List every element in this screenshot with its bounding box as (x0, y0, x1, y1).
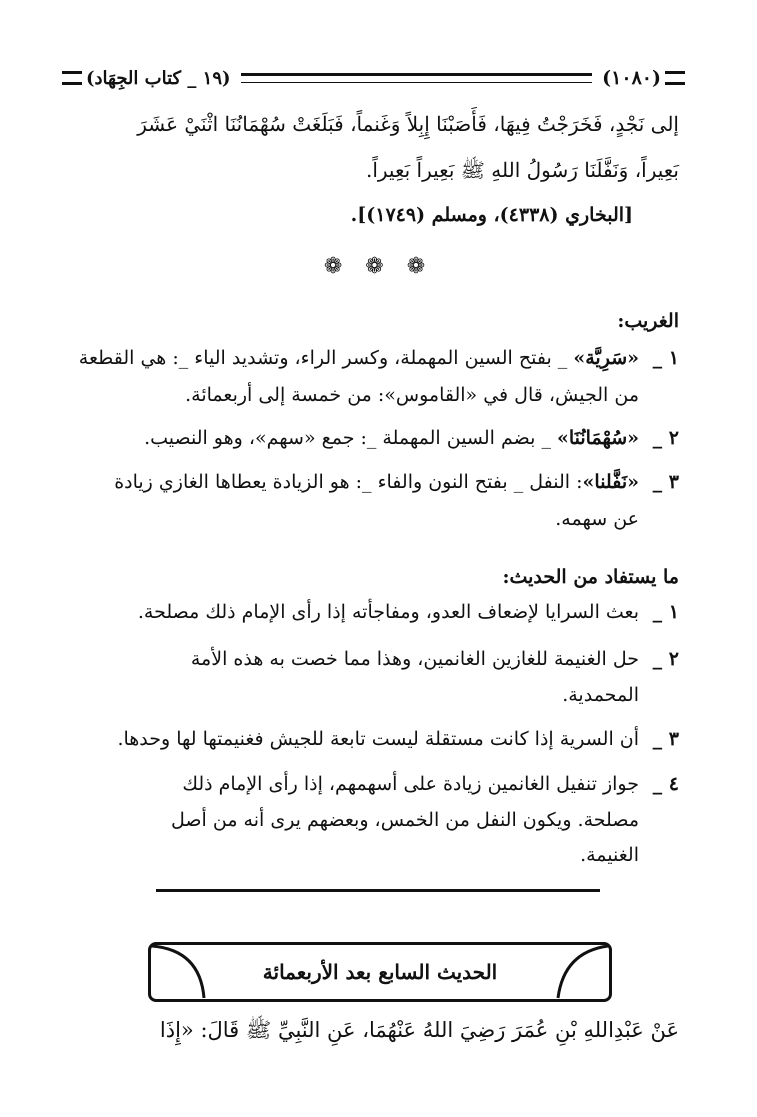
corner-curve-right-icon (552, 942, 612, 1002)
benefit-item-4-cont2 (78, 837, 679, 874)
item-number: ٣ _ (652, 471, 679, 493)
header-mark-left (62, 71, 82, 85)
item-text: _ بفتح السين المهملة، وكسر الراء، وتشديد الياء _: هي القطعة (78, 347, 574, 369)
gharib-item-1-cont (78, 377, 679, 414)
page-number: (١٠٨٠) (602, 67, 661, 89)
item-number: ٣ _ (652, 728, 679, 750)
item-line (78, 464, 639, 501)
benefits-heading: ما يستفاد من الحديث: (502, 566, 679, 588)
hadith-source: [البخاري (٤٣٣٨)، ومسلم (١٧٤٩)]. (350, 204, 633, 226)
hadith-text-line-2: بَعِيراً، وَنَفَّلَنَا رَسُولُ اللهِ ﷺ بَعِيراً بَعِيراً. (365, 158, 679, 182)
item-text: بعث السرايا لإضعاف العدو، ومفاجأته إذا رأى الإمام ذلك مصلحة. (137, 601, 639, 623)
item-text: أن السرية إذا كانت مستقلة ليست تابعة للجيش فغنيمتها لها وحدها. (117, 728, 639, 750)
item-text: حل الغنيمة للغازين الغانمين، وهذا مما خصت به هذه الأمة (190, 648, 639, 670)
item-text: عن سهمه. (555, 508, 639, 530)
gharib-item-3 (78, 464, 679, 501)
corner-curve-left-icon (148, 942, 208, 1002)
item-text: المحمدية. (562, 684, 639, 706)
gharib-heading: الغريب: (617, 310, 679, 332)
item-number: ٤ _ (652, 773, 679, 795)
header-rule (241, 73, 593, 83)
next-section-title: الحديث السابع بعد الأربعمائة (148, 942, 612, 1002)
item-text: الغنيمة. (580, 844, 639, 866)
item-text: مصلحة. ويكون النفل من الخمس، وبعضهم يرى أنه من أصل (171, 809, 639, 831)
gharib-item-2 (78, 420, 679, 457)
benefit-item-1 (78, 594, 679, 631)
item-text: من الجيش، قال في «القاموس»: من خمسة إلى أربعمائة. (185, 384, 639, 406)
item-number: ١ _ (652, 601, 679, 623)
term: «نَفَّلنا» (582, 471, 639, 493)
item-line (78, 340, 639, 377)
item-number: ١ _ (652, 347, 679, 369)
item-text: : النفل _ بفتح النون والفاء _: هو الزيادة يعطاها الغازي زيادة (114, 471, 583, 493)
gharib-item-3-cont (78, 501, 679, 538)
benefit-item-4 (78, 766, 679, 803)
item-number: ٢ _ (652, 427, 679, 449)
next-hadith-start: عَنْ عَبْدِاللهِ بْنِ عُمَرَ رَضِيَ اللهُ عَنْهُمَا، عَنِ النَّبِيِّ ﷺ قَالَ: «إِذَا (159, 1018, 679, 1042)
section-ornament: ❁ ❁ ❁ (323, 254, 434, 279)
item-text: _ بضم السين المهملة _: جمع «سهم»، وهو النصيب. (144, 427, 557, 449)
benefit-item-4-cont (78, 802, 679, 839)
section-title-box (148, 942, 612, 1002)
item-line (78, 420, 639, 457)
item-number: ٢ _ (652, 648, 679, 670)
section-separator (156, 889, 600, 892)
header-mark-right (665, 71, 685, 85)
gharib-item-1 (78, 340, 679, 377)
term: «سَرِيَّة» (573, 347, 639, 369)
hadith-text-line-1: إلى نَجْدٍ، فَخَرَجْتُ فِيهَا، فَأَصَبْنَا إِبِلاً وَغَنماً، فَبَلَغَتْ سُهْمَانُنَا اثْنَيْ عَشَرَ (137, 112, 679, 136)
book-title: (١٩ _ كتاب الجِهَاد) (86, 67, 231, 89)
benefit-item-3 (78, 721, 679, 758)
benefit-item-2 (78, 641, 679, 678)
benefit-item-2-cont (78, 677, 679, 714)
term: «سُهْمَانُنَا» (556, 427, 639, 449)
item-text: جواز تنفيل الغانمين زيادة على أسهمهم، إذا رأى الإمام ذلك (182, 773, 639, 795)
page-header (62, 64, 685, 92)
